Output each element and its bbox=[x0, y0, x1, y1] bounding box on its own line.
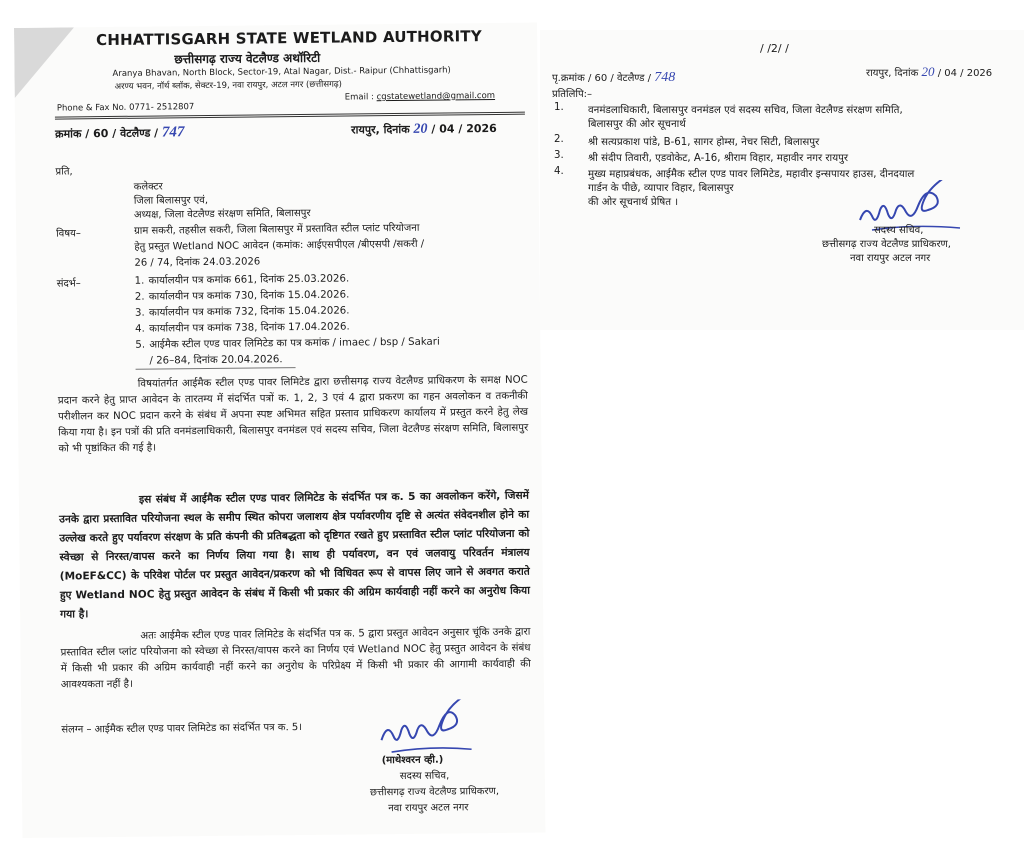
subject-label: विषय– bbox=[56, 228, 81, 240]
reference-5-continued: / 26–84, दिनांक 20.04.2026. bbox=[149, 354, 283, 367]
reference-3: 3. कार्यालयीन पत्र कमांक 732, दिनांक 15.04.2026. bbox=[134, 305, 350, 319]
phone-fax: Phone & Fax No. 0771- 2512807 bbox=[56, 102, 195, 114]
copy-2-line-1: श्री सत्यप्रकाश पांडे, B-61, सागर होम्स, नेचर सिटी, बिलासपुर bbox=[588, 137, 820, 148]
signatory-place: नवा रायपुर अटल नगर bbox=[388, 802, 469, 815]
copy-4-line-2: गार्डन के पीछे, व्यापार विहार, बिलासपुर bbox=[588, 183, 734, 194]
letter-page-2 bbox=[540, 30, 1024, 330]
letter-number-handwritten: 747 bbox=[161, 124, 185, 141]
copy-3-num: 3. bbox=[554, 150, 564, 161]
page-number: / /2/ / bbox=[760, 42, 789, 55]
org-title-hindi: छत्तीसगढ़ राज्य वेटलैण्ड अथॉरिटी bbox=[174, 50, 321, 67]
paragraph-3: अतः आईमैक स्टील एण्ड पावर लिमिटेड के संदर्भित पत्र क. 5 द्वारा प्रस्तुत आवेदन अनुसार चूंकि उनके द्वारा प्रस्तावित स्टील प्लांट परियोजना को स्वेच्छा से निरस्त/वापस करने का निर्णय एवं Wetland NOC हेतु प्रस्तुत आवेदन के संबंध में किसी भी प्रकार की अग्रिम कार्यवाही नहीं करने का अनुरोध के परिप्रेक्ष्य में किसी भी प्रकार की आगामी कार्यवाही की आवश्यकता नहीं है। bbox=[60, 626, 531, 691]
signatory-name: (माथेश्वरन व्ही.) bbox=[381, 754, 444, 767]
signatory-place-2: नवा रायपुर अटल नगर bbox=[850, 253, 931, 264]
copies-tail: की ओर सूचनार्थ प्रेषित । bbox=[588, 197, 679, 208]
date-day-handwritten-2: 20 bbox=[921, 64, 935, 79]
copy-2-num: 2. bbox=[554, 134, 564, 145]
copy-1-num: 1. bbox=[554, 102, 564, 113]
paragraph-2: इस संबंध में आईमैक स्टील एण्ड पावर लिमिटेड के संदर्भित पत्र क. 5 का अवलोकन करेंगे, जिसमें उनके द्वारा प्रस्तावित परियोजना स्थल के समीप स्थित कोपरा जलाशय क्षेत्र पर्यावरणीय दृष्टि से अत्यंत संवेदनशील होने का उल्लेख करते हुए पर्यावरण संरक्षण के प्रति कंपनी की प्रतिबद्धता को दृष्टिगत रखते हुए प्रस्तावित स्टील प्लांट परियोजना को स्वेच्छा से निरस्त/वापस करने का निर्णय लिया गया है। साथ ही पर्यावरण, वन एवं जलवायु परिवर्तन मंत्रालय (MoEF&CC) के परिवेश पोर्टल पर प्रस्तुत आवेदन/प्रकरण को भी विधिवत रूप से वापस लिए जाने से अवगत कराते हुए Wetland NOC हेतु प्रस्तुत आवेदन के संबंध में किसी भी प्रकार की अग्रिम कार्यवाही नहीं करने का अनुरोध किया गया है। bbox=[59, 489, 530, 621]
reference-underline bbox=[136, 367, 296, 370]
date-prefix-2: रायपुर, दिनांक bbox=[866, 68, 919, 79]
copy-1-line-1: वनमंडलाधिकारी, बिलासपुर वनमंडल एवं सदस्य सचिव, जिला वेटलैण्ड संरक्षण समिति, bbox=[588, 105, 903, 116]
email-address: cgstatewetland@gmail.com bbox=[376, 90, 496, 103]
folded-corner bbox=[14, 27, 75, 98]
letter-page-1 bbox=[14, 23, 545, 838]
org-address-hindi: अरण्य भवन, नॉर्थ ब्लॉक, सेक्टर-19, नवा रायपुर, अटल नगर (छत्तीसगढ़) bbox=[114, 79, 343, 92]
reference-5: 5. आईमैक स्टील एण्ड पावर लिमिटेड का पत्र कमांक / imaec / bsp / Sakari bbox=[135, 336, 440, 351]
org-address-english: Aranya Bhavan, North Block, Sector-19, Atal Nagar, Dist.- Raipur (Chhattisgarh) bbox=[112, 65, 451, 79]
reference-4: 4. कार्यालयीन पत्र कमांक 738, दिनांक 17.04.2026. bbox=[135, 321, 350, 335]
to-label: प्रति, bbox=[55, 166, 73, 178]
addressee-line-2: जिला बिलासपुर एवं, bbox=[133, 194, 209, 207]
copy-label: प्रतिलिपि:– bbox=[552, 89, 592, 100]
email-label: Email : bbox=[344, 92, 374, 103]
org-title-english: CHHATTISGARH STATE WETLAND AUTHORITY bbox=[96, 27, 482, 50]
signatory-title-2: सदस्य सचिव, bbox=[874, 225, 924, 236]
addressee-line-3: अध्यक्ष, जिला वेटलैण्ड संरक्षण समिति, बिलासपुर bbox=[133, 207, 311, 221]
date-prefix: रायपुर, दिनांक bbox=[351, 122, 410, 137]
addressee-line-1: कलेक्टर bbox=[133, 181, 163, 193]
copy-4-num: 4. bbox=[554, 166, 564, 177]
endorsement-label: पृ.क्रमांक / 60 / वेटलैण्ड / bbox=[552, 73, 651, 84]
signatory-org: छत्तीसगढ़ राज्य वेटलैण्ड प्राधिकरण, bbox=[369, 785, 500, 799]
reference-2: 2. कार्यालयीन पत्र कमांक 730, दिनांक 15.04.2026. bbox=[134, 289, 350, 303]
date-day-handwritten: 20 bbox=[413, 121, 428, 137]
endorsement-handwritten: 748 bbox=[654, 70, 676, 85]
reference-1: 1. कार्यालयीन पत्र कमांक 661, दिनांक 25.03.2026. bbox=[134, 273, 350, 287]
paragraph-1: विषयांतर्गत आईमैक स्टील एण्ड पावर लिमिटेड द्वारा छत्तीसगढ़ राज्य वेटलैण्ड प्राधिकरण के समक्ष NOC प्रदान करने हेतु प्राप्त आवेदन के तारतम्य में संदर्भित पत्रों क. 1, 2, 3 एवं 4 द्वारा प्रकरण का गहन अवलोकन व तकनीकी परीशीलन कर NOC प्रदान करने के संबंध में अपना स्पष्ट अभिमत सहित प्रस्ताव प्राधिकरण कार्यालय में प्रस्तुत करने हेतु लेख किया गया है। इन पत्रों की प्रति वनमंडलाधिकारी, बिलासपुर वनमंडल एवं सदस्य सचिव, जिला वेटलैण्ड संरक्षण समिति, बिलासपुर को भी पृष्ठांकित की गई है। bbox=[57, 374, 529, 455]
letter-number bbox=[55, 124, 185, 142]
copy-4-line-1: मुख्य महाप्रबंधक, आईमैक स्टील एण्ड पावर लिमिटेड, महावीर इन्सपायर हाउस, दीनदयाल bbox=[588, 169, 915, 180]
letter-date bbox=[351, 121, 497, 139]
reference-label: संदर्भ– bbox=[56, 278, 81, 290]
subject-line-3: 26 / 74, दिनांक 24.03.2026 bbox=[134, 256, 261, 269]
date-rest-2: / 04 / 2026 bbox=[937, 68, 993, 79]
copy-3-line-1: श्री संदीप तिवारी, एडवोकेट, A-16, श्रीराम विहार, महावीर नगर रायपुर bbox=[588, 153, 849, 164]
endorsement-date bbox=[866, 64, 992, 80]
date-rest: / 04 / 2026 bbox=[431, 121, 497, 136]
letter-number-label: क्रमांक / 60 / वेटलैण्ड / bbox=[55, 126, 159, 141]
subject-line-2: हेतु प्रस्तुत Wetland NOC आवेदन (कमांक: आईएसपीएल /बीएसपी /सकरी / bbox=[134, 238, 425, 253]
endorsement-number bbox=[552, 70, 675, 86]
signatory-org-2: छत्तीसगढ़ राज्य वेटलैण्ड प्राधिकरण, bbox=[822, 239, 951, 250]
signatory-title: सदस्य सचिव, bbox=[399, 770, 450, 783]
email-line bbox=[345, 91, 495, 103]
enclosure-line: संलग्न – आईमैक स्टील एण्ड पावर लिमिटेड का संदर्भित पत्र क. 5। bbox=[61, 722, 303, 736]
subject-line-1: ग्राम सकरी, तहसील सकरी, जिला बिलासपुर में प्रस्तावित स्टील प्लांट परियोजना bbox=[134, 222, 420, 237]
copy-1-line-2: बिलासपुर की ओर सूचनार्थ bbox=[588, 119, 686, 130]
